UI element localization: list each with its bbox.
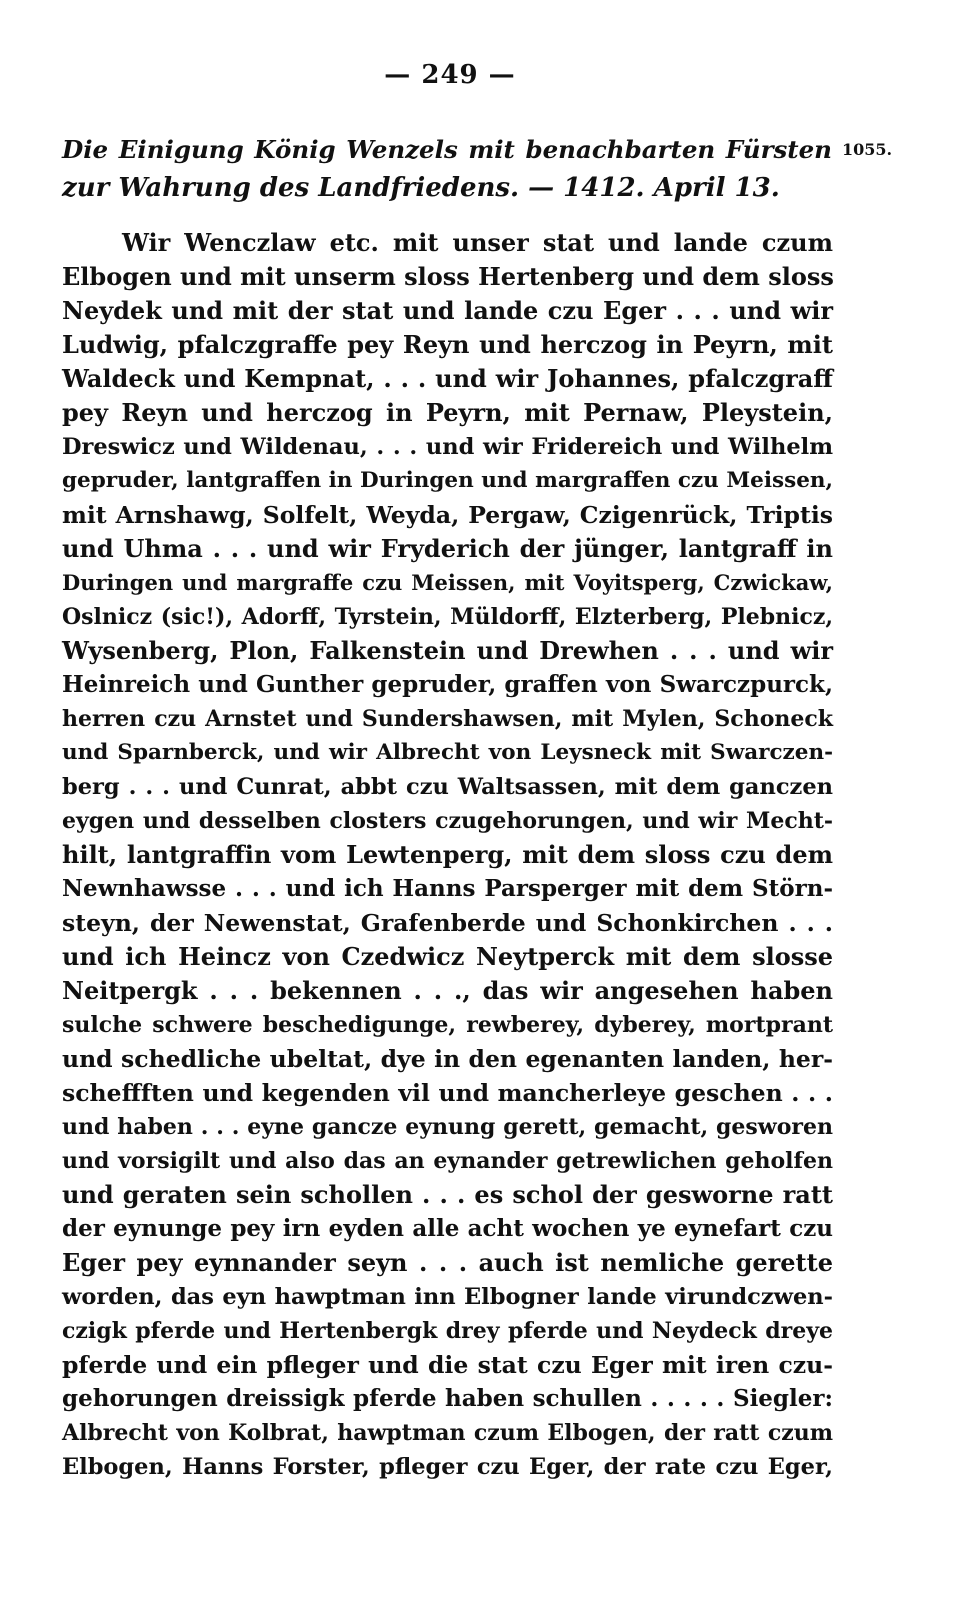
body-line: Wysenberg, Plon, Falkenstein und Drewhen . . . und wir xyxy=(62,636,833,665)
body-line: berg . . . und Cunrat, abbt czu Waltsassen, mit dem ganczen xyxy=(62,774,833,800)
body-line: czigk pferde und Hertenbergk drey pferde und Neydeck dreye xyxy=(62,1318,833,1344)
body-line: worden, das eyn hawptman inn Elbogner lande virundczwen- xyxy=(62,1284,833,1310)
body-line: Wir Wenczlaw etc. mit unser stat und lande czum xyxy=(122,228,833,257)
body-line: pey Reyn und herczog in Peyrn, mit Pernaw, Pleystein, xyxy=(62,398,833,427)
body-line: steyn, der Newenstat, Grafenberde und Schonkirchen . . . xyxy=(62,909,833,937)
body-line: Oslnicz (sic!), Adorff, Tyrstein, Müldorff, Elzterberg, Plebnicz, xyxy=(62,604,833,630)
body-line: und vorsigilt und also das an eynander getrewlichen geholfen xyxy=(62,1148,833,1174)
body-line: gepruder, lantgraffen in Duringen und margraffen czu Meissen, xyxy=(62,468,833,493)
body-line: Waldeck und Kempnat, . . . und wir Johannes, pfalczgraff xyxy=(62,364,833,393)
document-number: 1055. xyxy=(842,140,893,159)
page-number: — 249 — xyxy=(384,60,516,90)
body-line: Albrecht von Kolbrat, hawptman czum Elbogen, der ratt czum xyxy=(62,1420,833,1446)
body-line: gehorungen dreissigk pferde haben schullen . . . . . Siegler: xyxy=(62,1385,833,1412)
body-line: Ludwig, pfalczgraffe pey Reyn und herczog in Peyrn, mit xyxy=(62,330,833,359)
body-line: scheffften und kegenden vil und mancherleye geschen . . . xyxy=(62,1079,833,1107)
body-line: Elbogen, Hanns Forster, pfleger czu Eger, der rate czu Eger, xyxy=(62,1454,833,1480)
body-line: pferde und ein pfleger und die stat czu Eger mit iren czu- xyxy=(62,1351,833,1379)
body-line: Newnhawsse . . . und ich Hanns Parsperger mit dem Störn- xyxy=(62,875,833,902)
body-line: und ich Heincz von Czedwicz Neytperck mit dem slosse xyxy=(62,942,833,971)
body-line: und geraten sein schollen . . . es schol der gesworne ratt xyxy=(62,1180,833,1209)
body-line: Heinreich und Gunther gepruder, graffen von Swarczpurck, xyxy=(62,671,833,698)
body-line: Neydek und mit der stat und lande czu Eger . . . und wir xyxy=(62,296,833,325)
body-line: sulche schwere beschedigunge, rewberey, dyberey, mortprant xyxy=(62,1012,833,1038)
body-line: und schedliche ubeltat, dye in den egenanten landen, her- xyxy=(62,1045,833,1073)
document-title xyxy=(62,130,832,208)
body-line: Neitpergk . . . bekennen . . ., das wir angesehen haben xyxy=(62,976,833,1005)
body-line: der eynunge pey irn eyden alle acht wochen ye eynefart czu xyxy=(62,1215,833,1242)
body-line: und haben . . . eyne gancze eynung gerett, gemacht, gesworen xyxy=(62,1114,833,1140)
body-line: mit Arnshawg, Solfelt, Weyda, Pergaw, Czigenrück, Triptis xyxy=(62,501,833,529)
body-line: herren czu Arnstet und Sundershawsen, mit Mylen, Schoneck xyxy=(62,706,833,732)
body-line: eygen und desselben closters czugehorungen, und wir Mecht- xyxy=(62,808,833,834)
body-text xyxy=(62,226,833,1484)
body-line: Eger pey eynnander seyn . . . auch ist nemliche gerette xyxy=(62,1248,833,1277)
body-line: und Sparnberck, und wir Albrecht von Leysneck mit Swarczen- xyxy=(62,740,833,765)
body-line: hilt, lantgraffin vom Lewtenperg, mit dem sloss czu dem xyxy=(62,840,833,869)
body-line: und Uhma . . . und wir Fryderich der jünger, lantgraff in xyxy=(62,534,833,563)
body-line: Elbogen und mit unserm sloss Hertenberg und dem sloss xyxy=(62,262,834,291)
body-line: Duringen und margraffe czu Meissen, mit Voyitsperg, Czwickaw, xyxy=(62,570,833,595)
body-line: Dreswicz und Wildenau, . . . und wir Fridereich und Wilhelm xyxy=(62,434,833,460)
title-line-1: Die Einigung König Wenzels mit benachbarten Fürsten xyxy=(62,135,832,164)
title-line-2: zur Wahrung des Landfriedens. — 1412. April 13. xyxy=(62,173,780,203)
